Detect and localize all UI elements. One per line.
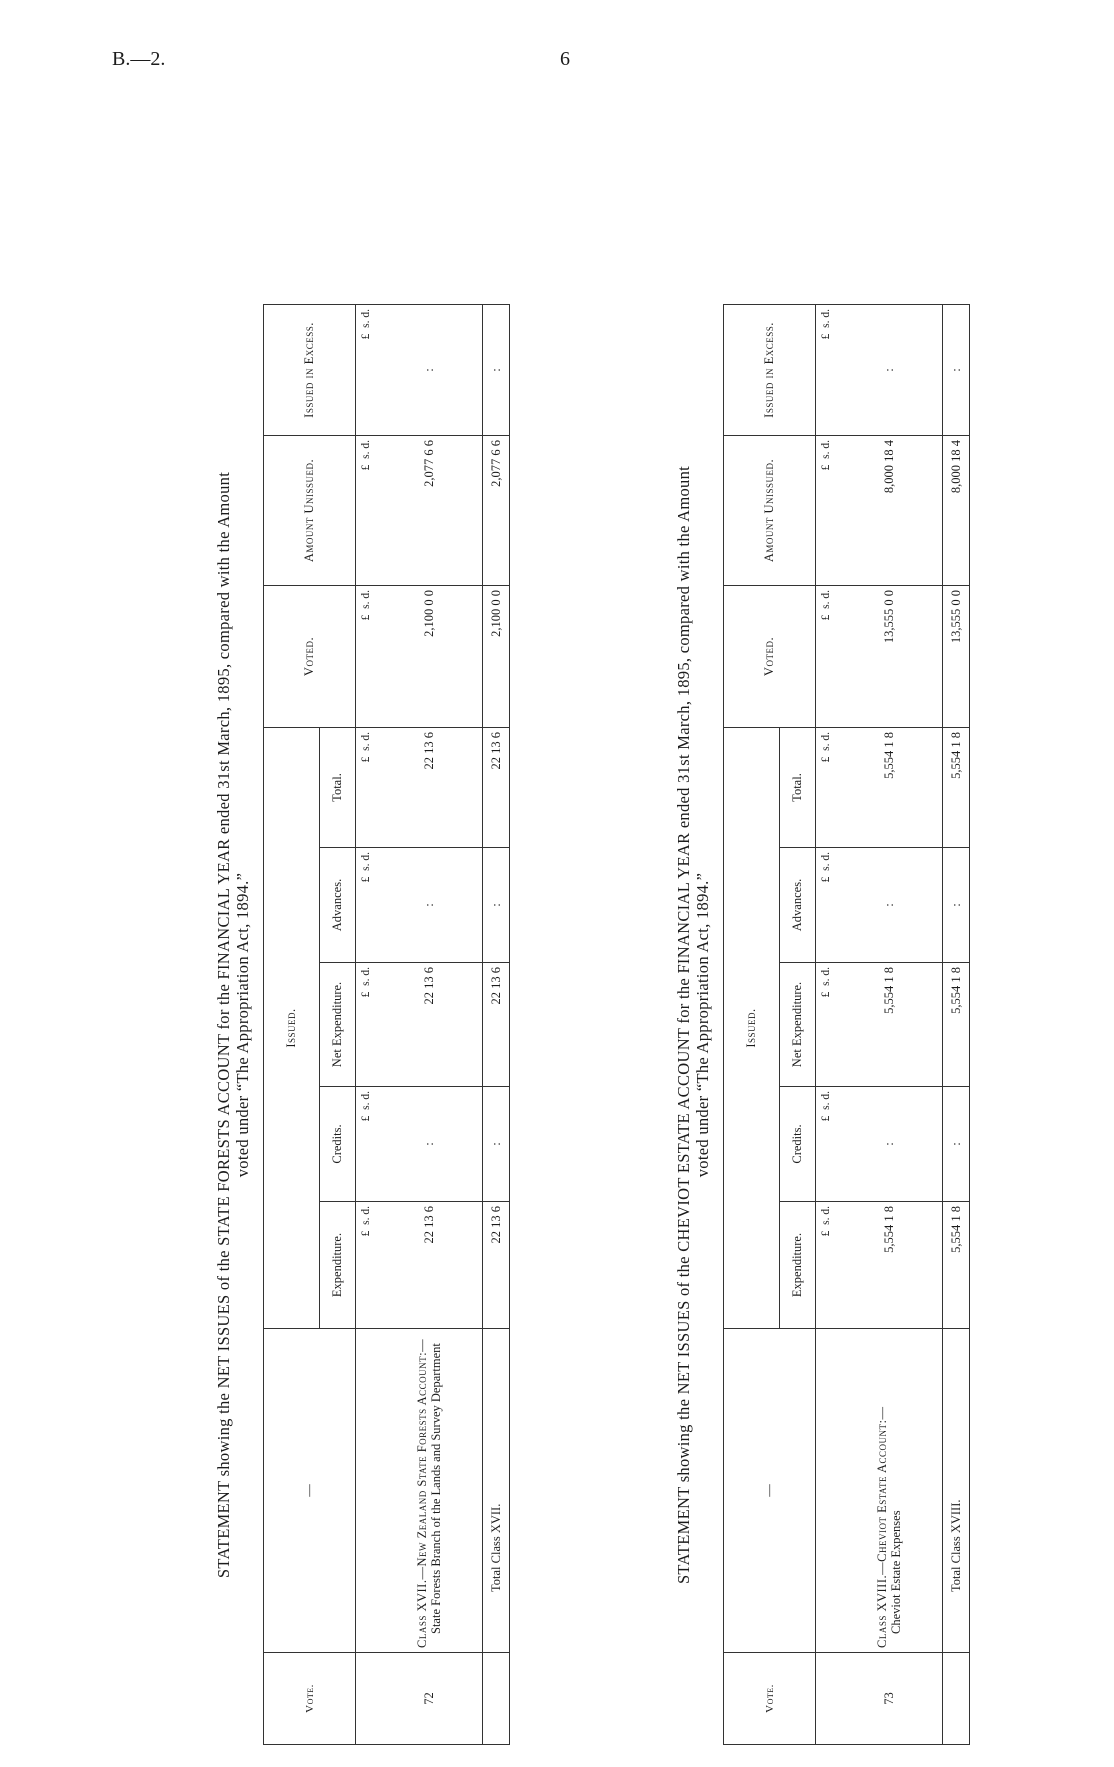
issued-in-excess-header: Issued in Excess.: [724, 304, 816, 435]
description-header: —: [724, 1329, 816, 1653]
item-description: Cheviot Estate Expenses: [889, 1510, 903, 1634]
total-unissued: 2,077 6 6: [483, 435, 510, 585]
total-credits: :: [483, 1087, 510, 1202]
total-row: [943, 304, 970, 1744]
total-excess: :: [943, 304, 970, 435]
total-header: Total.: [780, 727, 816, 847]
net-expenditure-value: 5,554 1 8: [836, 963, 943, 1087]
class-heading: Class XVIII.—Cheviot Estate Account:—: [875, 1406, 889, 1648]
statement-title-line1: STATEMENT showing the NET ISSUES of the STATE FORESTS ACCOUNT for the FINANCIAL YEAR ended 31st March, 1895, compared with the Amount: [214, 471, 233, 1579]
excess-value: :: [836, 304, 943, 435]
amount-unissued-header: Amount Unissued.: [264, 435, 356, 585]
page-ref: B.—2.: [112, 48, 166, 70]
voted-header: Voted.: [724, 585, 816, 727]
credits-header: Credits.: [320, 1087, 356, 1202]
total-row: [483, 304, 510, 1744]
table-row: [836, 304, 943, 1744]
expenditure-header: Expenditure.: [780, 1202, 816, 1329]
excess-value: :: [376, 304, 483, 435]
total-voted: 2,100 0 0: [483, 585, 510, 727]
advances-header: Advances.: [320, 848, 356, 963]
class-description: [836, 1329, 943, 1653]
credits-value: :: [376, 1087, 483, 1202]
total-credits: :: [943, 1087, 970, 1202]
statement-title: [674, 305, 714, 1745]
description-header: —: [264, 1329, 356, 1653]
issues-table: [263, 304, 510, 1745]
statement-title-line2: voted under “The Appropriation Act, 1894.”: [233, 872, 252, 1178]
issued-in-excess-header: Issued in Excess.: [264, 304, 356, 435]
total-label: Total Class XVII.: [483, 1329, 510, 1653]
total-advances: :: [483, 848, 510, 963]
class-heading: Class XVII.—New Zealand State Forests Account:—: [415, 1338, 429, 1648]
issued-header: Issued.: [724, 727, 780, 1328]
vote-number: 72: [376, 1653, 483, 1745]
statement-title-line1: STATEMENT showing the NET ISSUES of the CHEVIOT ESTATE ACCOUNT for the FINANCIAL YEAR ended 31st March, 1895, compared with the Amount: [674, 465, 693, 1585]
total-expenditure: 22 13 6: [483, 1202, 510, 1329]
statement-cheviot-estate: [674, 305, 970, 1745]
expenditure-value: 22 13 6: [376, 1202, 483, 1329]
credits-value: :: [836, 1087, 943, 1202]
total-net-expenditure: 22 13 6: [483, 963, 510, 1087]
vote-header: Vote.: [724, 1653, 816, 1745]
total-header: Total.: [320, 727, 356, 847]
expenditure-value: 5,554 1 8: [836, 1202, 943, 1329]
voted-value: 2,100 0 0: [376, 585, 483, 727]
table-row: [376, 304, 483, 1744]
total-expenditure: 5,554 1 8: [943, 1202, 970, 1329]
total-total: 22 13 6: [483, 727, 510, 847]
vote-number: 73: [836, 1653, 943, 1745]
amount-unissued-header: Amount Unissued.: [724, 435, 816, 585]
total-advances: :: [943, 848, 970, 963]
statement-state-forests: [214, 305, 510, 1745]
advances-value: :: [836, 848, 943, 963]
total-value: 5,554 1 8: [836, 727, 943, 847]
statement-title-line2: voted under “The Appropriation Act, 1894.”: [693, 872, 712, 1178]
advances-header: Advances.: [780, 848, 816, 963]
total-net-expenditure: 5,554 1 8: [943, 963, 970, 1087]
voted-header: Voted.: [264, 585, 356, 727]
net-expenditure-header: Net Expenditure.: [780, 963, 816, 1087]
total-unissued: 8,000 18 4: [943, 435, 970, 585]
advances-value: :: [376, 848, 483, 963]
vote-header: Vote.: [264, 1653, 356, 1745]
credits-header: Credits.: [780, 1087, 816, 1202]
currency-units-row: £ s. d. £ s. d. £ s. d. £ s. d. £ s. d. £ s. d. £ s. d. £ s. d.: [356, 304, 377, 1744]
total-value: 22 13 6: [376, 727, 483, 847]
currency-units-row: £ s. d. £ s. d. £ s. d. £ s. d. £ s. d. £ s. d. £ s. d. £ s. d.: [816, 304, 837, 1744]
issued-header: Issued.: [264, 727, 320, 1328]
net-expenditure-value: 22 13 6: [376, 963, 483, 1087]
statement-title: [214, 305, 254, 1745]
total-label: Total Class XVIII.: [943, 1329, 970, 1653]
total-voted: 13,555 0 0: [943, 585, 970, 727]
item-description: State Forests Branch of the Lands and Survey Department: [429, 1343, 443, 1634]
unissued-value: 2,077 6 6: [376, 435, 483, 585]
total-excess: :: [483, 304, 510, 435]
total-total: 5,554 1 8: [943, 727, 970, 847]
class-description: [376, 1329, 483, 1653]
unissued-value: 8,000 18 4: [836, 435, 943, 585]
expenditure-header: Expenditure.: [320, 1202, 356, 1329]
page-number: 6: [560, 48, 570, 70]
issues-table: [723, 304, 970, 1745]
net-expenditure-header: Net Expenditure.: [320, 963, 356, 1087]
voted-value: 13,555 0 0: [836, 585, 943, 727]
